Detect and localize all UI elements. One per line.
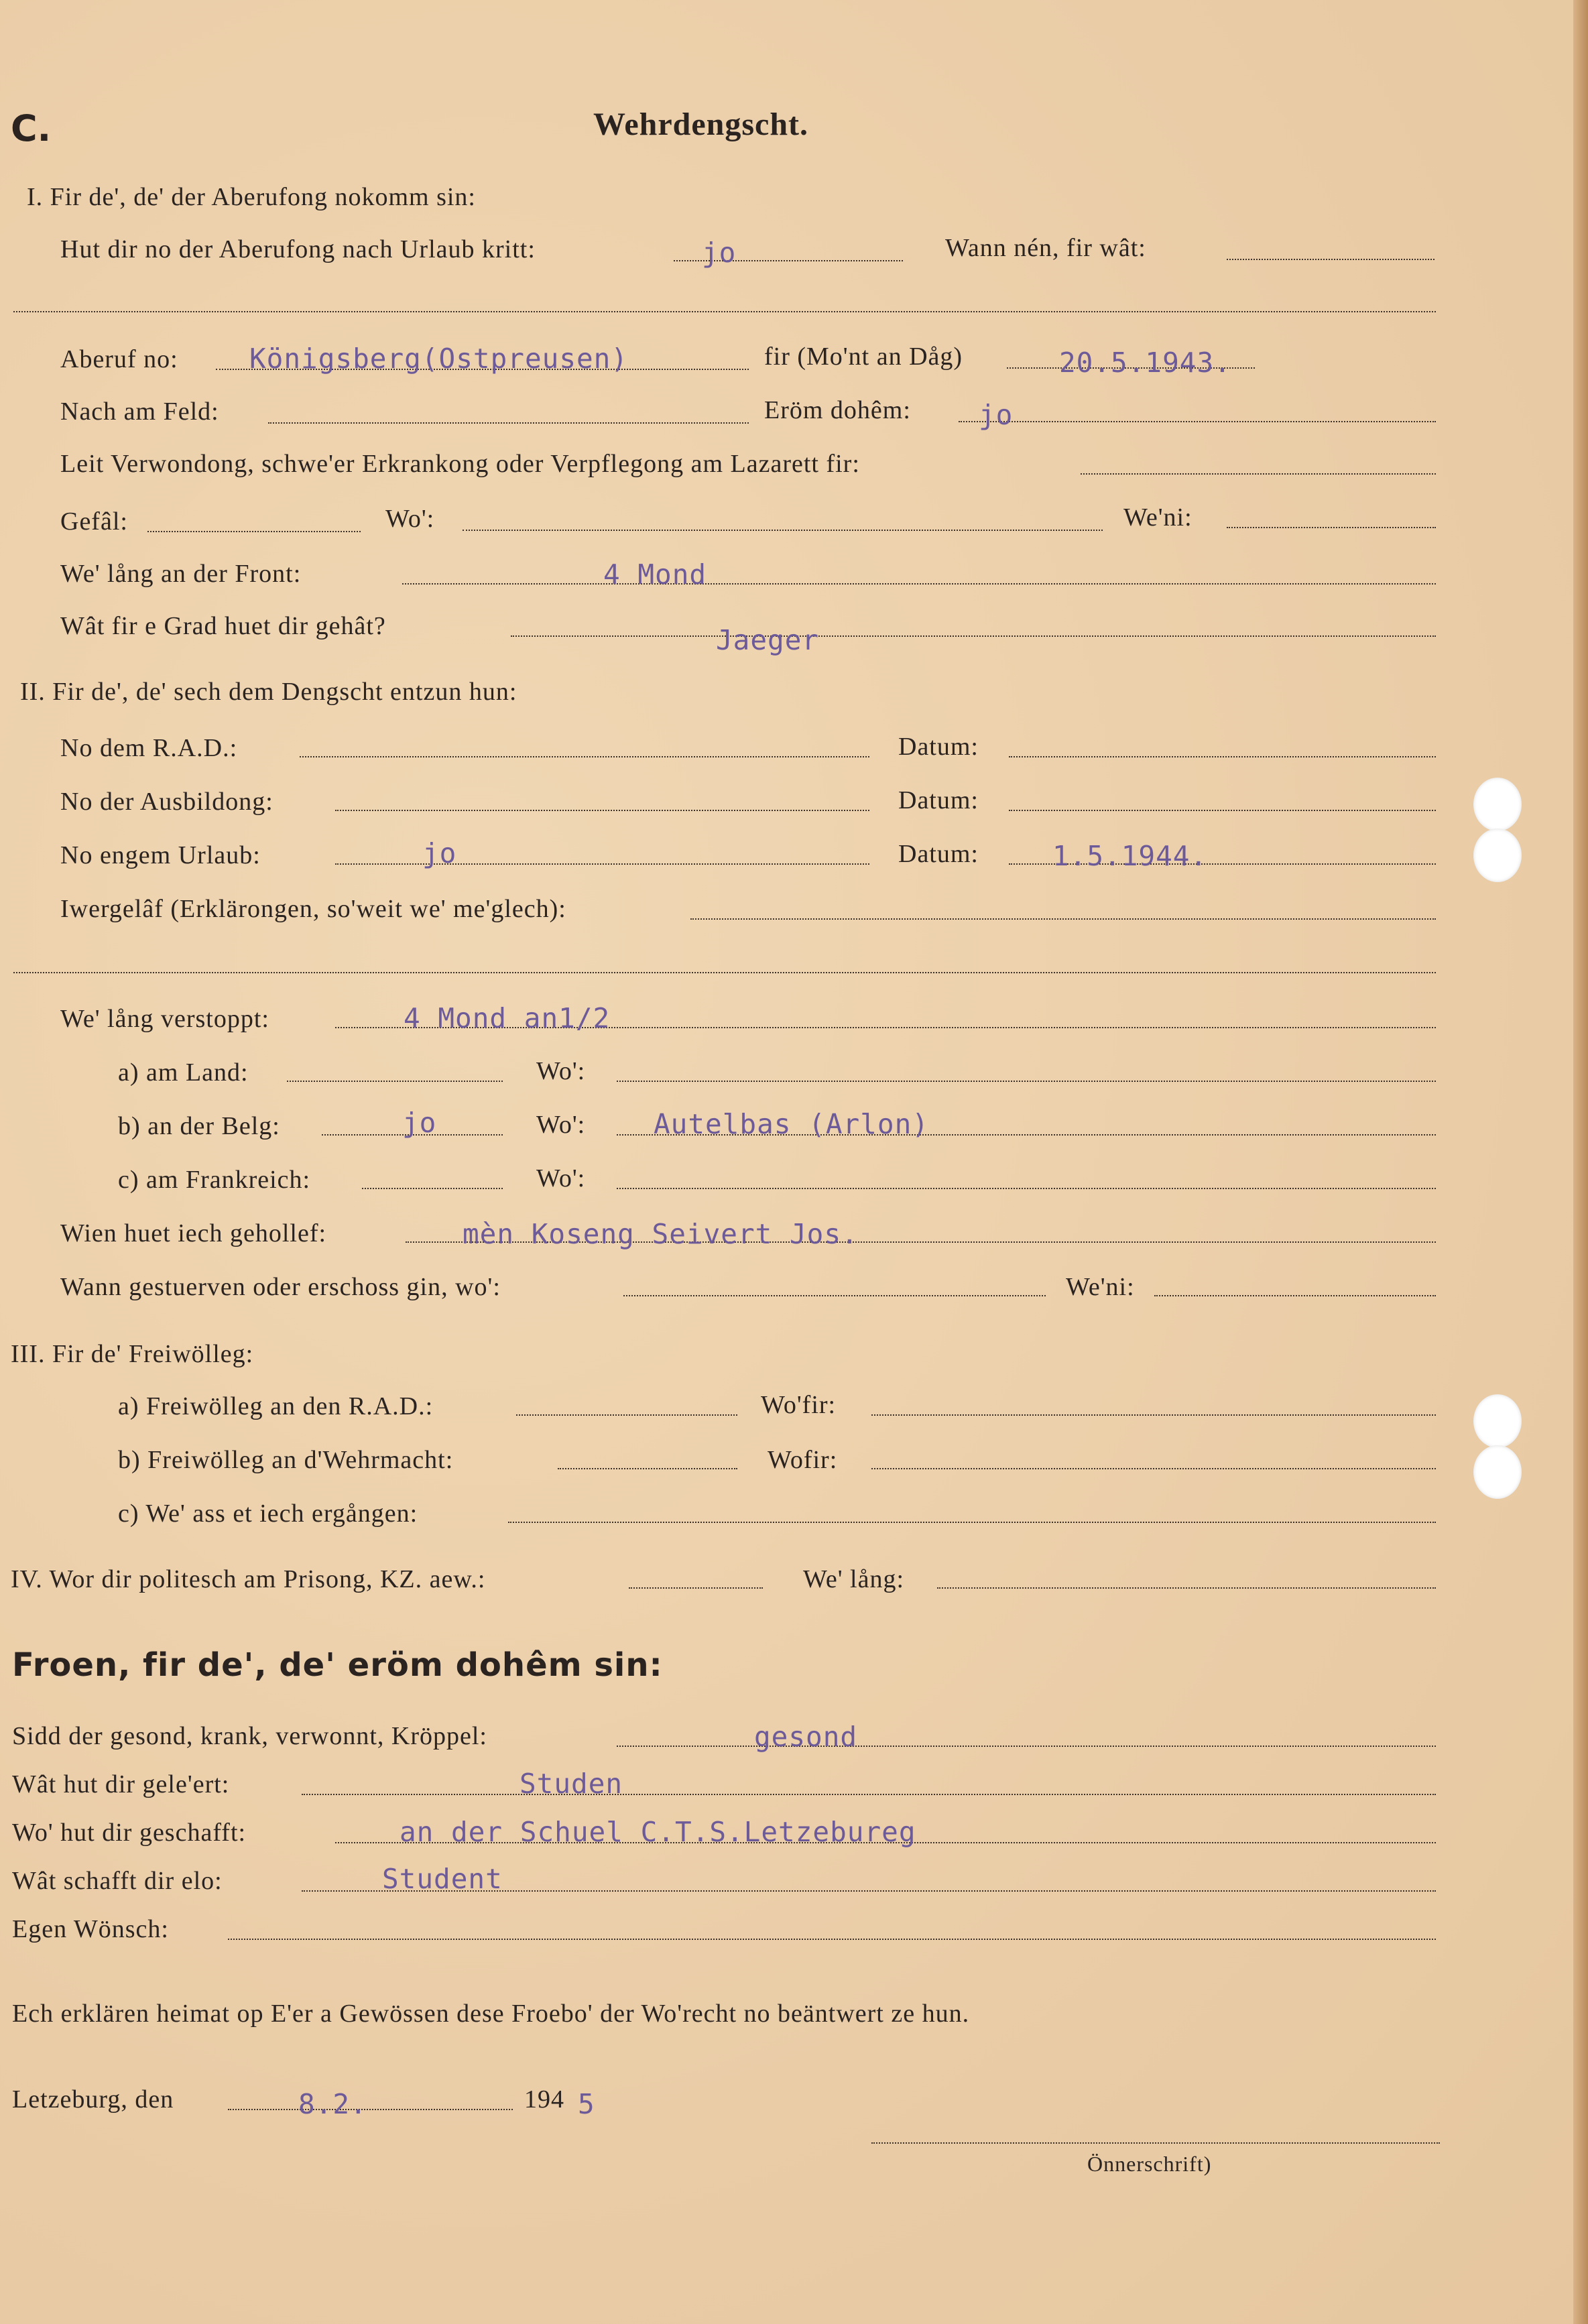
belg-value: jo <box>402 1107 437 1139</box>
home-section-heading: Froen, fir de', de' eröm dohêm sin: <box>12 1646 663 1684</box>
page-title: Wehrdengscht. <box>593 107 809 142</box>
volunteer-wehrmacht-label: b) Freiwölleg an d'Wehrmacht: <box>118 1446 454 1474</box>
wish-label: Egen Wönsch: <box>12 1915 169 1943</box>
prison-long-line[interactable] <box>937 1587 1436 1589</box>
date-line[interactable] <box>228 2109 513 2110</box>
france-where-line[interactable] <box>617 1188 1436 1189</box>
wound-line[interactable] <box>1081 473 1436 475</box>
front-line[interactable] <box>402 583 1436 585</box>
rad-label: No dem R.A.D.: <box>60 734 238 762</box>
events-line[interactable] <box>690 918 1436 920</box>
rank-label: Wât fir e Grad huet dir gehât? <box>60 612 386 640</box>
fallen-when-label: We'ni: <box>1123 503 1193 532</box>
prison-long-label: We' lång: <box>803 1565 905 1593</box>
training-line[interactable] <box>335 810 869 811</box>
callup-to-label: Aberuf no: <box>60 345 178 373</box>
france-label: c) am Frankreich: <box>118 1166 311 1194</box>
training-date-label: Datum: <box>898 786 979 814</box>
field-line[interactable] <box>268 422 749 424</box>
belg-where-value: Autelbas (Arlon) <box>654 1108 929 1140</box>
health-value: gesond <box>754 1721 858 1753</box>
hidden-value: 4 Mond an1/2 <box>404 1002 611 1034</box>
signature-line[interactable] <box>871 2142 1440 2144</box>
callup-date-label: fir (Mo'nt an Dåg) <box>764 343 963 371</box>
hidden-label: We' lång verstoppt: <box>60 1005 269 1033</box>
wound-label: Leit Verwondong, schwe'er Erkrankong oder Verpflegong am Lazarett fir: <box>60 450 860 478</box>
declaration-text: Ech erklären heimat op E'er a Gewössen dese Froebo' der Wo'recht no beäntwert ze hun. <box>12 2000 970 2028</box>
died-when-label: We'ni: <box>1066 1273 1135 1301</box>
volunteer-rad-why-label: Wo'fir: <box>761 1391 837 1419</box>
helper-value: mèn Koseng Seivert Jos. <box>463 1218 859 1250</box>
punch-hole-3 <box>1473 1394 1522 1448</box>
rank-value: Jaeger <box>716 624 820 656</box>
volunteer-wehrmacht-why-line[interactable] <box>871 1468 1436 1469</box>
volunteer-rad-label: a) Freiwölleg an den R.A.D.: <box>118 1392 434 1420</box>
place-label: Letzeburg, den <box>12 2085 174 2114</box>
field-label: Nach am Feld: <box>60 397 219 426</box>
leave-date-value: 1.5.1944. <box>1052 840 1208 872</box>
when-line-2[interactable] <box>13 311 1436 312</box>
paper-edge <box>1573 0 1588 2324</box>
events-label: Iwergelâf (Erklärongen, so'weit we' me'glech): <box>60 895 566 923</box>
land-label: a) am Land: <box>118 1058 249 1087</box>
section-3-heading: III. Fir de' Freiwölleg: <box>11 1340 254 1368</box>
learned-line[interactable] <box>302 1794 1436 1795</box>
france-line[interactable] <box>362 1188 503 1189</box>
died-line[interactable] <box>623 1295 1046 1296</box>
learned-label: Wât hut dir gele'ert: <box>12 1770 230 1798</box>
health-line[interactable] <box>617 1746 1436 1747</box>
volunteer-wehrmacht-why-label: Wofir: <box>768 1446 838 1474</box>
prison-label: IV. Wor dir politesch am Prisong, KZ. aew.: <box>11 1565 486 1593</box>
volunteer-rad-why-line[interactable] <box>871 1414 1436 1416</box>
training-date-line[interactable] <box>1009 810 1436 811</box>
callup-label: Hut dir no der Aberufong nach Urlaub kritt: <box>60 235 536 263</box>
rad-date-line[interactable] <box>1009 756 1436 757</box>
fallen-where-label: Wo': <box>385 505 435 533</box>
died-when-line[interactable] <box>1154 1295 1436 1296</box>
rad-line[interactable] <box>300 756 869 757</box>
volunteer-rad-line[interactable] <box>516 1414 737 1416</box>
front-value: 4 Mond <box>603 558 707 591</box>
signature-label: Önnerschrift) <box>1087 2152 1212 2176</box>
section-1-heading: I. Fir de', de' der Aberufong nokomm sin: <box>27 183 476 211</box>
rad-date-label: Datum: <box>898 733 979 761</box>
learned-value: Studen <box>520 1768 623 1800</box>
punch-hole-1 <box>1473 778 1522 831</box>
worked-label: Wo' hut dir geschafft: <box>12 1819 247 1847</box>
when-line[interactable] <box>1227 259 1434 260</box>
fallen-line[interactable] <box>147 531 361 532</box>
year-suffix: 5 <box>578 2088 595 2120</box>
health-label: Sidd der gesond, krank, verwonnt, Kröppel: <box>12 1722 487 1750</box>
leave-value: jo <box>422 837 457 869</box>
callup-value: jo <box>702 237 737 269</box>
land-where-line[interactable] <box>617 1081 1436 1082</box>
fallen-when-line[interactable] <box>1227 527 1436 528</box>
punch-hole-2 <box>1473 829 1522 882</box>
now-label: Wât schafft dir elo: <box>12 1867 223 1895</box>
fallen-label: Gefâl: <box>60 507 128 536</box>
helper-label: Wien huet iech gehollef: <box>60 1219 327 1247</box>
callup-date-value: 20.5.1943. <box>1059 347 1231 379</box>
home-value: jo <box>979 399 1014 431</box>
now-value: Student <box>382 1863 503 1895</box>
when-label: Wann nén, fir wât: <box>945 234 1146 262</box>
section-letter: C. <box>11 107 52 149</box>
leave-date-label: Datum: <box>898 840 979 868</box>
date-value: 8.2. <box>298 2088 367 2120</box>
volunteer-wehrmacht-line[interactable] <box>558 1468 737 1469</box>
leave-line[interactable] <box>335 863 869 865</box>
wish-line[interactable] <box>228 1939 1436 1940</box>
section-2-heading: II. Fir de', de' sech dem Dengscht entzun hun: <box>20 678 517 706</box>
punch-hole-4 <box>1473 1445 1522 1499</box>
land-where-label: Wo': <box>536 1057 586 1085</box>
rank-line[interactable] <box>511 635 1436 637</box>
callup-to-value: Königsberg(Ostpreusen) <box>249 343 629 375</box>
year-prefix: 194 <box>524 2085 564 2114</box>
prison-line[interactable] <box>629 1587 763 1589</box>
volunteer-how-label: c) We' ass et iech ergången: <box>118 1500 418 1528</box>
belg-label: b) an der Belg: <box>118 1112 280 1140</box>
fallen-where-line[interactable] <box>463 530 1103 531</box>
training-label: No der Ausbildong: <box>60 788 273 816</box>
home-label: Eröm dohêm: <box>764 396 911 424</box>
events-line-2[interactable] <box>13 972 1436 973</box>
land-line[interactable] <box>287 1081 503 1082</box>
died-label: Wann gestuerven oder erschoss gin, wo': <box>60 1273 501 1301</box>
front-label: We' lång an der Front: <box>60 560 302 588</box>
leave-label: No engem Urlaub: <box>60 841 261 869</box>
volunteer-how-line[interactable] <box>508 1522 1436 1523</box>
france-where-label: Wo': <box>536 1164 586 1192</box>
belg-where-label: Wo': <box>536 1111 586 1139</box>
home-line[interactable] <box>959 421 1436 422</box>
worked-value: an der Schuel C.T.S.Letzebureg <box>400 1816 916 1848</box>
